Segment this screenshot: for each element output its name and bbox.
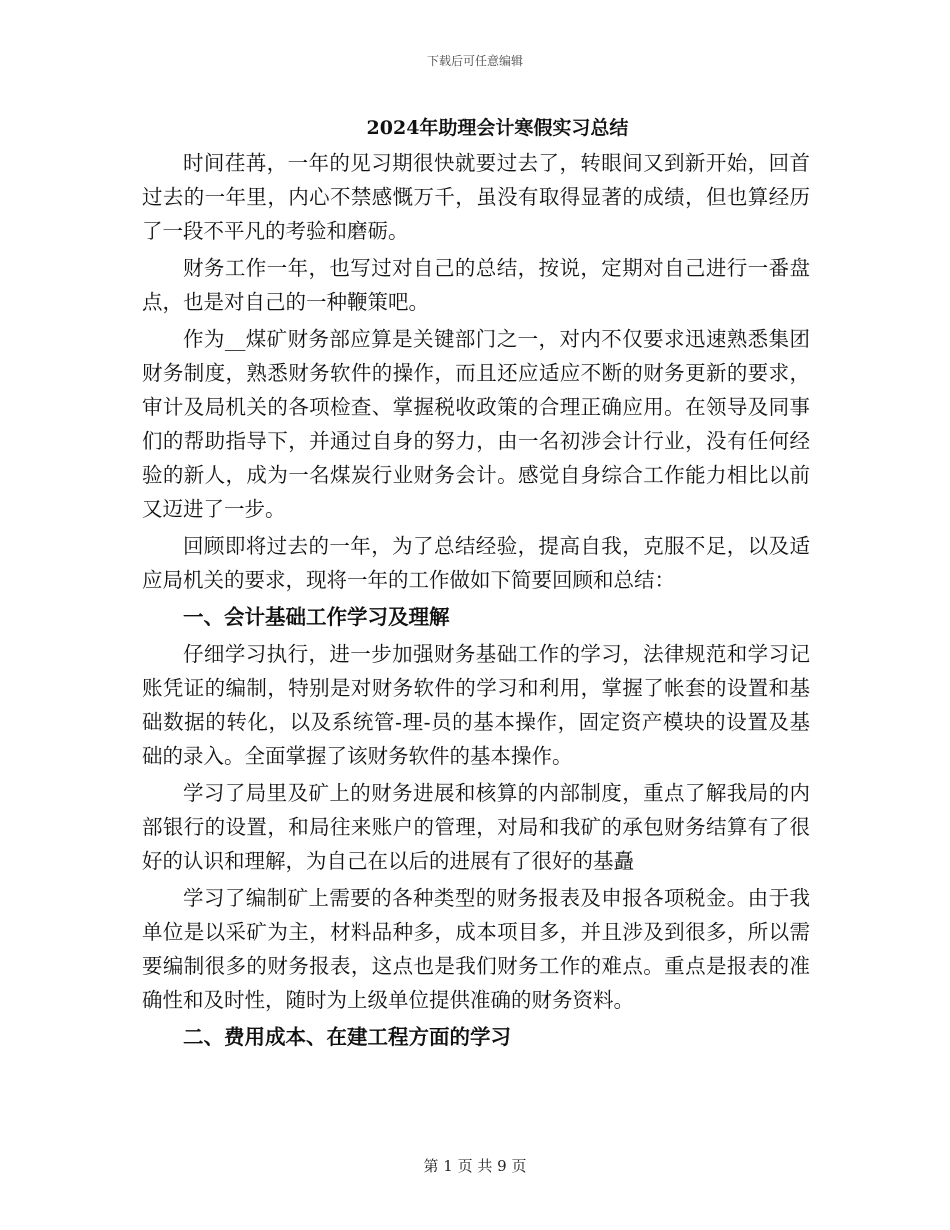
page-footer: 第 1 页 共 9 页 bbox=[423, 1157, 527, 1175]
section-heading: 二、费用成本、在建工程方面的学习 bbox=[183, 1025, 511, 1049]
paragraph: 作为__煤矿财务部应算是关键部门之一，对内不仅要求迅速熟悉集团财务制度，熟悉财务软件的操作，而且还应适应不断的财务更新的要求，审计及局机关的各项检查、掌握税收政策的合理正确应用。在领导及同事们的帮助指导下，并通过自身的努力，由一名初涉会计行业，没有任何经验的新人，成为一名煤炭行业财务会计。感觉自身综合工作能力相比以前又迈进了一步。 bbox=[142, 327, 810, 521]
document-title: 2024年助理会计寒假实习总结 bbox=[366, 117, 629, 139]
document-body bbox=[142, 146, 810, 1054]
section-heading: 一、会计基础工作学习及理解 bbox=[183, 605, 450, 629]
paragraph: 仔细学习执行，进一步加强财务基础工作的学习，法律规范和学习记账凭证的编制，特别是对财务软件的学习和利用，掌握了帐套的设置和基础数据的转化，以及系统管-理-员的基本操作，固定资产模块的设置及基础的录入。全面掌握了该财务软件的基本操作。 bbox=[142, 642, 810, 768]
paragraph: 学习了编制矿上需要的各种类型的财务报表及申报各项税金。由于我单位是以采矿为主，材料品种多，成本项目多，并且涉及到很多，所以需要编制很多的财务报表，这点也是我们财务工作的难点。重点是报表的准确性和及时性，随时为上级单位提供准确的财务资料。 bbox=[142, 886, 810, 1012]
paragraph: 财务工作一年，也写过对自己的总结，按说，定期对自己进行一番盘点，也是对自己的一种鞭策吧。 bbox=[142, 256, 810, 314]
header-note: 下载后可任意编辑 bbox=[426, 54, 523, 68]
paragraph: 回顾即将过去的一年，为了总结经验，提高自我，克服不足，以及适应局机关的要求，现将一年的工作做如下简要回顾和总结： bbox=[142, 534, 810, 592]
paragraph: 学习了局里及矿上的财务进展和核算的内部制度，重点了解我局的内部银行的设置，和局往来账户的管理，对局和我矿的承包财务结算有了很好的认识和理解，为自己在以后的进展有了很好的基矗 bbox=[142, 781, 810, 873]
paragraph: 时间荏苒，一年的见习期很快就要过去了，转眼间又到新开始，回首过去的一年里，内心不禁感慨万千，虽没有取得显著的成绩，但也算经历了一段不平凡的考验和磨砺。 bbox=[142, 151, 810, 243]
